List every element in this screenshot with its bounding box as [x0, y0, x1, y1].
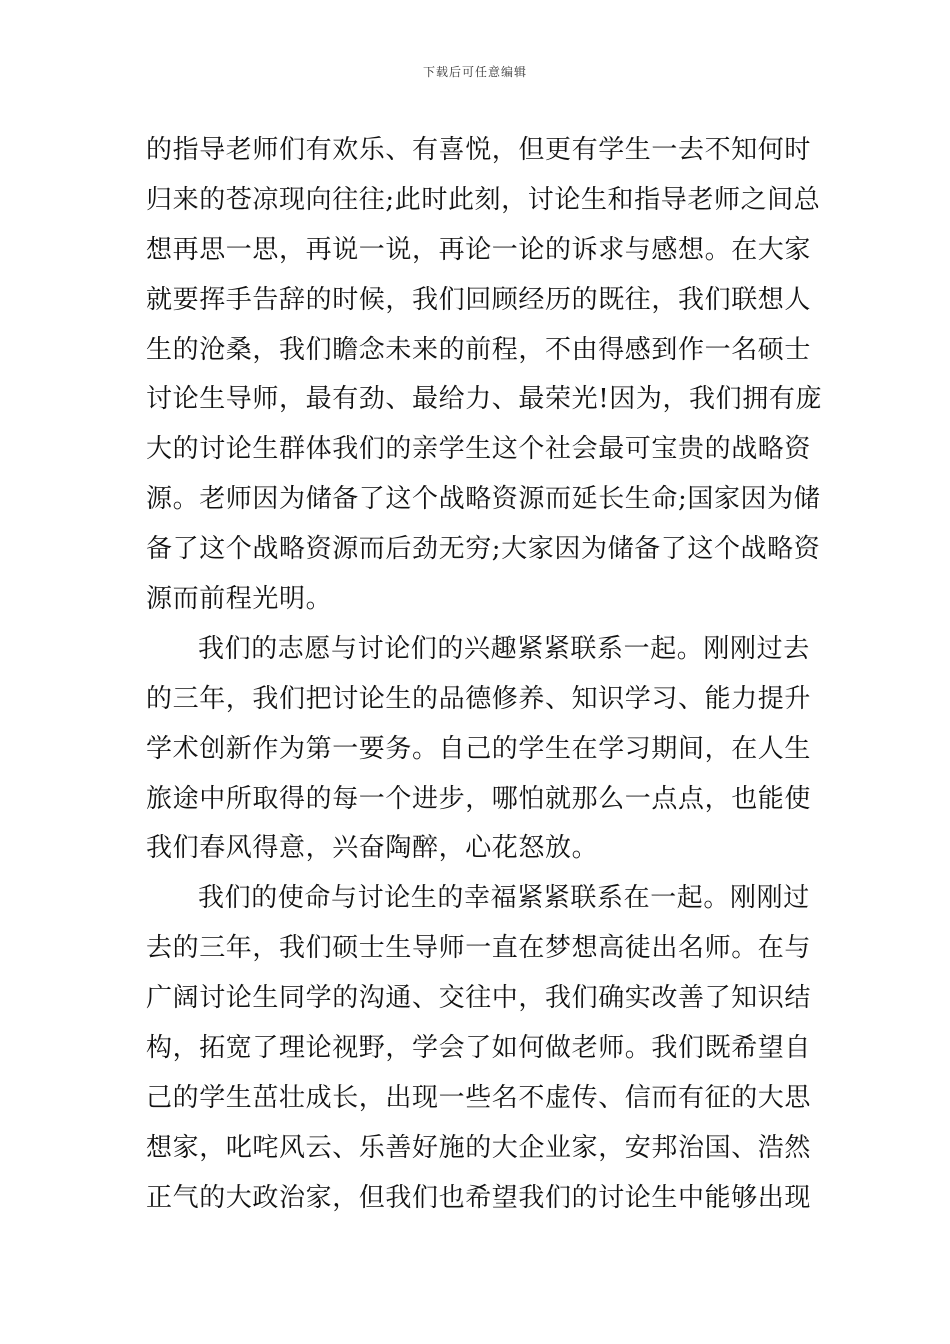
text-line: 广阔讨论生同学的沟通、交往中，我们确实改善了知识结	[146, 983, 812, 1014]
text-line: 源。老师因为储备了这个战略资源而延长生命;国家因为储	[146, 484, 821, 515]
text-line: 就要挥手告辞的时候，我们回顾经历的既往，我们联想人	[146, 284, 812, 315]
text-line: 正气的大政治家，但我们也希望我们的讨论生中能够出现	[146, 1182, 812, 1213]
text-line: 去的三年，我们硕士生导师一直在梦想高徒出名师。在与	[146, 933, 812, 964]
text-line: 源而前程光明。	[146, 584, 333, 615]
text-line: 己的学生茁壮成长，出现一些名不虚传、信而有征的大思	[146, 1082, 812, 1113]
text-line: 旅途中所取得的每一个进步，哪怕就那么一点点，也能使	[146, 783, 812, 814]
text-line: 的指导老师们有欢乐、有喜悦，但更有学生一去不知何时	[146, 135, 812, 165]
text-line: 我们春风得意，兴奋陶醉，心花怒放。	[146, 833, 599, 864]
text-line: 想再思一思，再说一说，再论一论的诉求与感想。在大家	[146, 234, 812, 265]
text-line: 讨论生导师，最有劲、最给力、最荣光!因为，我们拥有庞	[146, 384, 823, 415]
text-line: 大的讨论生群体我们的亲学生这个社会最可宝贵的战略资	[146, 434, 812, 465]
text-line: 归来的苍凉现向往往;此时此刻，讨论生和指导老师之间总	[146, 184, 821, 215]
page-header: 下载后可任意编辑	[422, 65, 527, 79]
text-line: 想家，叱咤风云、乐善好施的大企业家，安邦治国、浩然	[146, 1132, 812, 1163]
paragraph-first-line: 我们的使命与讨论生的幸福紧紧联系在一起。刚刚过	[198, 883, 810, 914]
body-text	[146, 126, 823, 1224]
text-line: 生的沧桑，我们瞻念未来的前程，不由得感到作一名硕士	[146, 334, 812, 365]
text-line: 的三年，我们把讨论生的品德修养、知识学习、能力提升	[146, 683, 812, 714]
text-line: 构，拓宽了理论视野，学会了如何做老师。我们既希望自	[146, 1033, 812, 1064]
paragraph-first-line: 我们的志愿与讨论们的兴趣紧紧联系一起。刚刚过去	[198, 633, 810, 664]
text-line: 学术创新作为第一要务。自己的学生在学习期间，在人生	[146, 733, 812, 764]
text-line: 备了这个战略资源而后劲无穷;大家因为储备了这个战略资	[146, 534, 821, 565]
